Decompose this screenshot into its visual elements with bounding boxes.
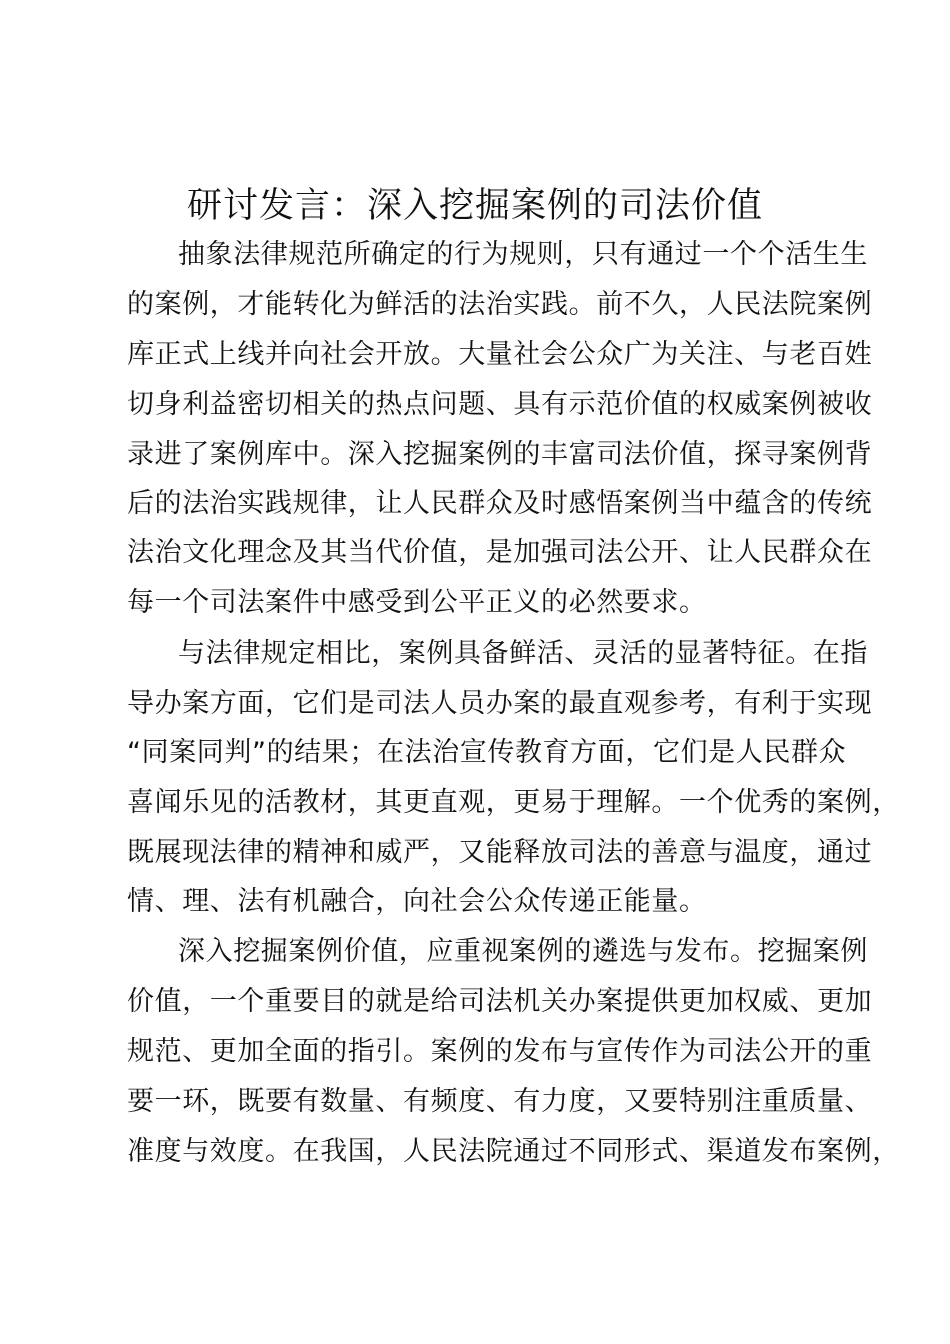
paragraph-3-line-1: 深入挖掘案例价值，应重视案例的遴选与发布。挖掘案例 (178, 936, 868, 967)
paragraph-1-line-1: 抽象法律规范所确定的行为规则，只有通过一个个活生生 (178, 239, 868, 270)
paragraph-1-line-6: 后的法治实践规律，让人民群众及时感悟案例当中蕴含的传统 (127, 488, 873, 519)
paragraph-2-line-5: 既展现法律的精神和威严，又能释放司法的善意与温度，通过 (127, 837, 873, 868)
document-title: 研讨发言：深入挖掘案例的司法价值 (186, 186, 763, 226)
paragraph-3-line-2: 价值，一个重要目的就是给司法机关办案提供更加权威、更加 (127, 986, 873, 1017)
paragraph-1-line-4: 切身利益密切相关的热点问题、具有示范价值的权威案例被收 (127, 389, 873, 420)
paragraph-3-line-4: 要一环，既要有数量、有频度、有力度，又要特别注重质量、 (127, 1086, 873, 1117)
paragraph-2-line-3: “同案同判”的结果；在法治宣传教育方面，它们是人民群众 (127, 737, 847, 768)
paragraph-2-line-4: 喜闻乐见的活教材，其更直观，更易于理解。一个优秀的案例， (127, 787, 900, 818)
paragraph-3-line-5: 准度与效度。在我国，人民法院通过不同形式、渠道发布案例， (127, 1136, 900, 1167)
paragraph-2-line-1: 与法律规定相比，案例具备鲜活、灵活的显著特征。在指 (178, 638, 868, 669)
paragraph-1-line-5: 录进了案例库中。深入挖掘案例的丰富司法价值，探寻案例背 (127, 439, 873, 470)
paragraph-2-line-2: 导办案方面，它们是司法人员办案的最直观参考，有利于实现 (127, 688, 873, 719)
paragraph-1-line-3: 库正式上线并向社会开放。大量社会公众广为关注、与老百姓 (127, 339, 873, 370)
paragraph-2-line-6: 情、理、法有机融合，向社会公众传递正能量。 (127, 886, 707, 917)
paragraph-1-line-8: 每一个司法案件中感受到公平正义的必然要求。 (127, 587, 707, 618)
paragraph-3-line-3: 规范、更加全面的指引。案例的发布与宣传作为司法公开的重 (127, 1036, 873, 1067)
paragraph-1-line-7: 法治文化理念及其当代价值，是加强司法公开、让人民群众在 (127, 537, 873, 568)
paragraph-1-line-2: 的案例，才能转化为鲜活的法治实践。前不久，人民法院案例 (127, 289, 873, 320)
